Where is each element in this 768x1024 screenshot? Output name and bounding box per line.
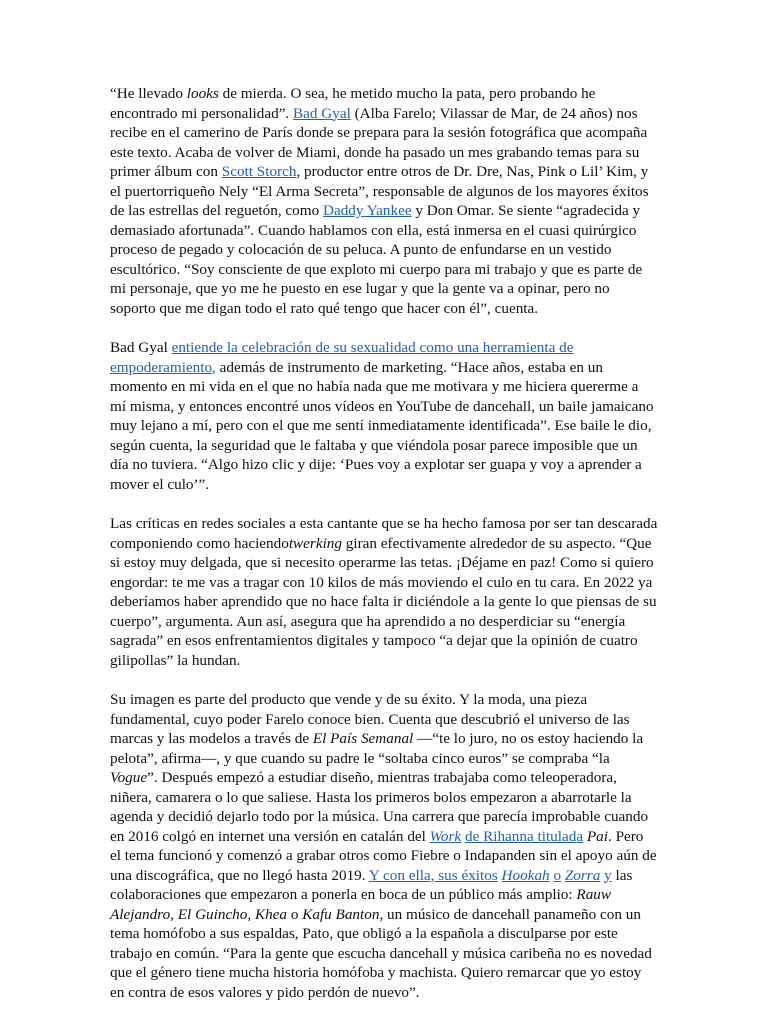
paragraph-3 xyxy=(110,514,658,670)
text-run: Pai xyxy=(586,827,608,845)
article-link[interactable]: Hookah xyxy=(501,866,550,884)
text-run: Rauw Alejandro, El Guincho, Khea xyxy=(110,886,612,923)
text-run: o xyxy=(287,905,303,923)
article-link[interactable]: Bad Gyal xyxy=(293,104,351,122)
text-run: giran efectivamente alrededor de su aspecto. “Que si estoy muy delgada, que si necesito operarme las tetas. ¡Déjame en paz! Como si quiero engordar: te me vas a tragar con 10 kilos de más moviendo el culo en tu cara. En 2022 ya deberíamos haber aprendido que no hace falta ir diciéndole a la gente lo que piensas de su cuerpo”, argumenta. Aun así, asegura que ha aprendido a no desperdiciar su “energía sagrada” en esos enfrentamientos digitales y tampoco “a dejar que la opinión de cuatro gilipollas” la hundan. xyxy=(110,534,657,669)
text-run: —“te lo juro, no os estoy haciendo la pelota”, afirma—, y que cuando su padre le “soltaba cinco euros” se compraba “la xyxy=(110,730,644,767)
article-link[interactable]: o xyxy=(553,866,562,884)
text-run: Las críticas en redes sociales a esta cantante que se ha hecho famosa por ser tan descarada componiendo como haciendo xyxy=(110,515,658,552)
article-link[interactable]: Zorra xyxy=(564,866,601,884)
text-run: y Don Omar. Se siente “agradecida y demasiado afortunada”. Cuando hablamos con ella, está inmersa en el cuasi quirúrgico proceso de pegado y colocación de su peluca. A punto de enfundarse en un vestido escultórico. “Soy consciente de que exploto mi cuerpo para mi trabajo y que es parte de mi personaje, que yo me he puesto en ese lugar y que la gente va a opinar, pero no soporto que me digan todo el rato qué tengo que hacer con él”, cuenta. xyxy=(110,202,643,317)
text-run: las colaboraciones que empezaron a ponerla en boca de un público más amplio: xyxy=(110,866,633,903)
text-run: Bad Gyal xyxy=(110,339,172,356)
text-run: twerking xyxy=(288,534,342,552)
paragraph-1 xyxy=(110,84,658,318)
article-link[interactable]: Work xyxy=(429,827,462,845)
article-link[interactable]: Daddy Yankee xyxy=(322,202,412,219)
text-run: Su imagen es parte del producto que vende y de su éxito. Y la moda, una pieza fundamental, cuyo poder Farelo conoce bien. Cuenta que descubrió el universo de las marcas y las modelos a través de xyxy=(110,691,630,747)
text-run: Vogue xyxy=(110,769,148,786)
text-run: . Pero el tema funcionó y comenzó a grabar otros como Fiebre o Indapanden sin el apoyo aún de una discográfica, que no llegó hasta 2019. xyxy=(110,827,657,884)
text-run: , productor entre otros de Dr. Dre, Nas, Pink o Lil’ Kim, y el puertorriqueño Nely “El Arma Secreta”, responsable de algunos de los mayores éxitos de las estrellas del reguetón, como xyxy=(110,163,649,219)
article-link[interactable]: y xyxy=(604,866,612,884)
text-run: (Alba Farelo; Vilassar de Mar, de 24 años) nos recibe en el camerino de París donde se prepara para la sesión fotográfica que acompaña este texto. Acaba de volver de Miami, donde ha pasado un mes grabando temas para su primer álbum con xyxy=(110,104,648,180)
article-link[interactable]: Y con ella, sus éxitos xyxy=(368,866,498,884)
paragraph-2 xyxy=(110,338,658,494)
text-run: looks xyxy=(186,85,219,102)
text-run: , un músico de dancehall panameño con un tema homófobo a sus espaldas, Pato, que obligó a la española a disculparse por este trabajo en común. “Para la gente que escucha dancehall y música caribeña no es novedad que el género tiene mucha historia homófoba y machista. Quiero remarcar que yo estoy en contra de esos valores y pido perdón de nuevo”. xyxy=(110,905,652,1001)
text-run: además de instrumento de marketing. “Hace años, estaba en un momento en mi vida en el que no había nada que me motivara y me hiciera quererme a mí misma, y entonces encontré unos vídeos en YouTube de dancehall, un baile jamaicano muy lejano a mí, pero con el que me sentí inmediatamente identificada”. Ese baile le dio, según cuenta, la seguridad que le faltaba y que viéndola posar parece imposible que un día no tuviera. “Algo hizo clic y dije: ‘Pues voy a explotar ser guapa y voy a aprender a mover el culo’”. xyxy=(110,358,654,493)
text-run: de mierda. O sea, he metido mucho la pata, pero probando he encontrado mi personalidad”. xyxy=(110,85,596,122)
article-link[interactable]: Scott Storch xyxy=(221,163,297,180)
paragraph-4 xyxy=(110,690,658,1002)
text-run: “He llevado xyxy=(110,85,187,102)
text-run: Kafu Banton xyxy=(302,905,380,923)
text-run: ”. Después empezó a estudiar diseño, mientras trabajaba como teleoperadora, niñera, camarera o lo que saliese. Hasta los primeros bolos empezaron a abarrotarle la agenda y decidió dejarlo todo por la música. Una carrera que parecía improbable cuando en 2016 colgó en internet una versión en catalán del xyxy=(110,769,649,845)
article-link[interactable]: de Rihanna titulada xyxy=(464,827,584,845)
article-body xyxy=(110,84,658,1022)
article-link[interactable]: entiende la celebración de su sexualidad como una herramienta de empoderamiento, xyxy=(110,339,574,376)
text-run: El País Semanal xyxy=(312,730,414,747)
